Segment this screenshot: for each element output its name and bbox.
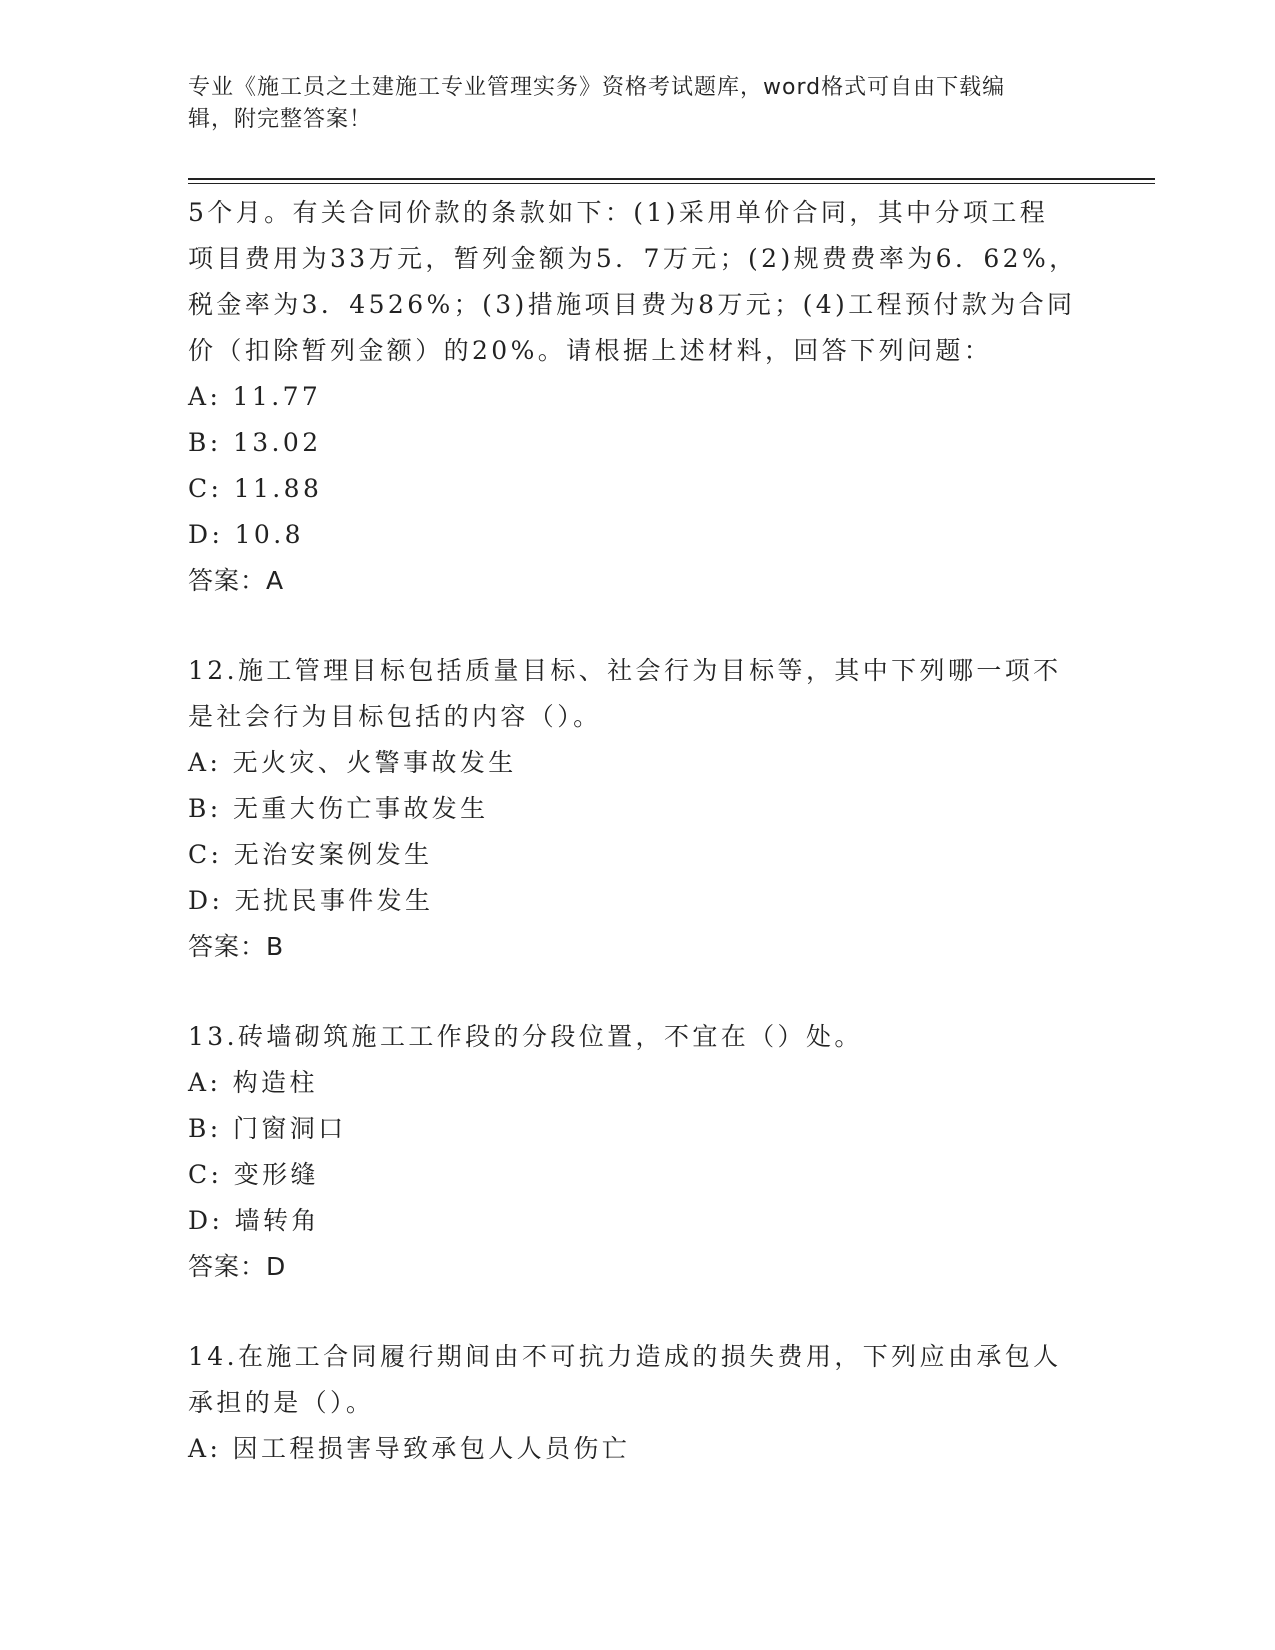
answer-line: 答案：B bbox=[188, 932, 285, 961]
question-stem-line: 13.砖墙砌筑施工工作段的分段位置，不宜在（）处。 bbox=[188, 1022, 863, 1051]
question-stem-line: 价（扣除暂列金额）的20%。请根据上述材料，回答下列问题： bbox=[188, 336, 993, 365]
spacer bbox=[188, 970, 1088, 1014]
question-13 bbox=[188, 1014, 1088, 1290]
question-stem-line: 项目费用为33万元，暂列金额为5．7万元；(2)规费费率为6．62%， bbox=[188, 244, 1078, 273]
option-b: B: 门窗洞口 bbox=[188, 1114, 347, 1143]
question-stem-line: 14.在施工合同履行期间由不可抗力造成的损失费用，下列应由承包人 bbox=[188, 1342, 1062, 1371]
option-a: A: 无火灾、火警事故发生 bbox=[188, 748, 517, 777]
question-stem-line: 承担的是（）。 bbox=[188, 1388, 375, 1417]
header-line-2: 辑，附完整答案！ bbox=[188, 107, 373, 132]
option-c: C: 11.88 bbox=[188, 474, 323, 503]
option-c: C: 变形缝 bbox=[188, 1160, 319, 1189]
answer-line: 答案：A bbox=[188, 566, 285, 595]
option-d: D: 墙转角 bbox=[188, 1206, 320, 1235]
header-rule bbox=[188, 178, 1155, 180]
question-14 bbox=[188, 1334, 1088, 1472]
spacer bbox=[188, 604, 1088, 648]
document-body bbox=[188, 190, 1088, 1472]
option-b: B: 13.02 bbox=[188, 428, 322, 457]
answer-line: 答案：D bbox=[188, 1252, 287, 1281]
question-stem-line: 12.施工管理目标包括质量目标、社会行为目标等，其中下列哪一项不 bbox=[188, 656, 1062, 685]
header-rule-thin bbox=[188, 183, 1155, 184]
question-stem-line: 税金率为3．4526%；(3)措施项目费为8万元；(4)工程预付款为合同 bbox=[188, 290, 1076, 319]
page-header bbox=[188, 72, 1088, 136]
question-stem-line: 5个月。有关合同价款的条款如下：(1)采用单价合同，其中分项工程 bbox=[188, 198, 1049, 227]
option-a: A: 11.77 bbox=[188, 382, 322, 411]
option-a: A: 构造柱 bbox=[188, 1068, 318, 1097]
option-a: A: 因工程损害导致承包人人员伤亡 bbox=[188, 1434, 631, 1463]
question-12 bbox=[188, 648, 1088, 970]
question-11 bbox=[188, 190, 1088, 604]
header-line-1: 专业《施工员之土建施工专业管理实务》资格考试题库，word格式可自由下载编 bbox=[188, 75, 1006, 100]
option-d: D: 10.8 bbox=[188, 520, 304, 549]
spacer bbox=[188, 1290, 1088, 1334]
question-stem-line: 是社会行为目标包括的内容（）。 bbox=[188, 702, 602, 731]
option-b: B: 无重大伤亡事故发生 bbox=[188, 794, 489, 823]
option-c: C: 无治安案例发生 bbox=[188, 840, 433, 869]
option-d: D: 无扰民事件发生 bbox=[188, 886, 434, 915]
